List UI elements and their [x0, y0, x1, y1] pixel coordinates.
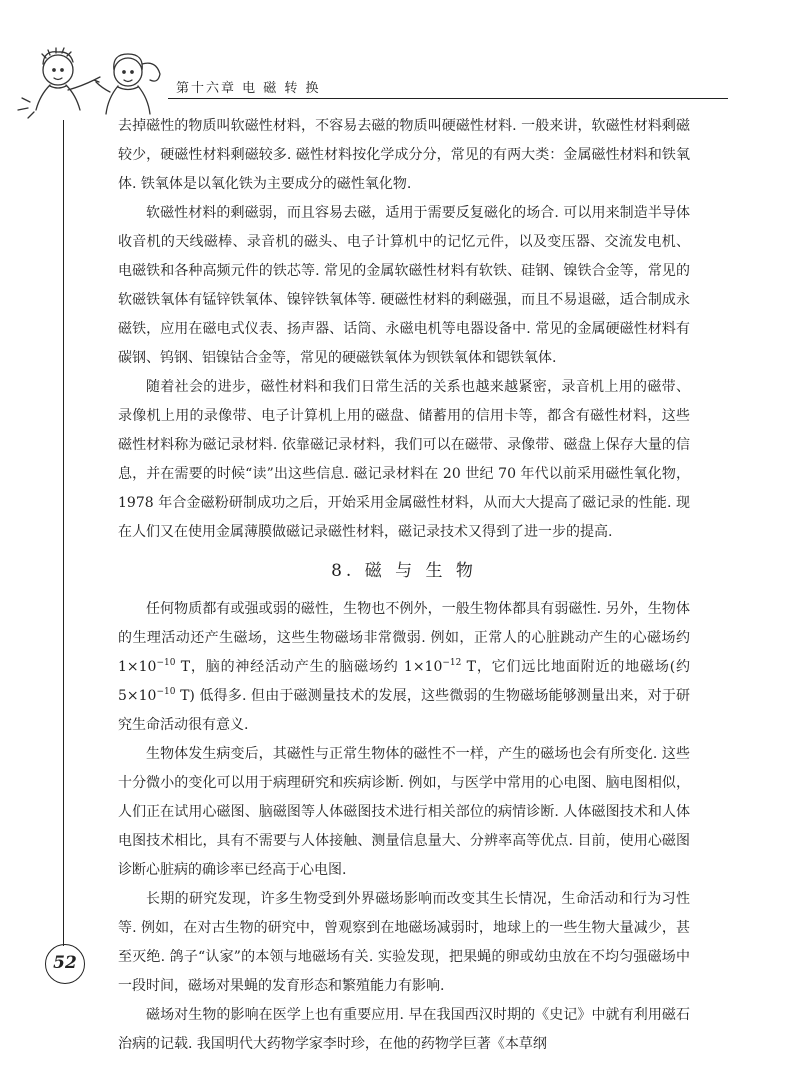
- page-number: 52: [53, 953, 77, 973]
- paragraph-2: 软磁性材料的剩磁弱，而且容易去磁，适用于需要反复磁化的场合. 可以用来制造半导体收音机的天线磁棒、录音机的磁头、电子计算机中的记忆元件，以及变压器、交流发电机、电磁铁和各种高频元件的铁芯等. 常见的金属软磁性材料有软铁、硅钢、镍铁合金等，常见的软磁铁氧体有锰锌铁氧体、镍锌铁氧体等. 硬磁性材料的剩磁强，而且不易退磁，适合制成永磁铁，应用在磁电式仪表、扬声器、话筒、永磁电机等电器设备中. 常见的金属硬磁性材料有碳钢、钨钢、铝镍钴合金等，常见的硬磁铁氧体为钡铁氧体和锶铁氧体.: [118, 205, 690, 366]
- children-illustration: [10, 40, 170, 120]
- exponent-1: −10: [156, 658, 176, 668]
- paragraph-6: 长期的研究发现，许多生物受到外界磁场影响而改变其生长情况，生命活动和行为习性等. 例如，在对古生物的研究中，曾观察到在地磁场减弱时，地球上的一些生物大量减少，甚至灭绝. 鸽子“认家”的本领与地磁场有关. 实验发现，把果蝇的卵或幼虫放在不均匀强磁场中一段时间，磁场对果蝇的发育形态和繁殖能力有影响.: [118, 891, 690, 994]
- paragraph-1: 去掉磁性的物质叫软磁性材料，不容易去磁的物质叫硬磁性材料. 一般来讲，软磁性材料剩磁较少，硬磁性材料剩磁较多. 磁性材料按化学成分分，常见的有两大类：金属磁性材料和铁氧体. 铁氧体是以氧化铁为主要成分的磁性氧化物.: [118, 118, 690, 192]
- exponent-3: −10: [156, 687, 176, 697]
- section-title: 8. 磁 与 生 物: [331, 561, 477, 581]
- chapter-header: 第十六章 电 磁 转 换: [176, 81, 321, 96]
- page-body: [118, 112, 690, 1059]
- paragraph-4-part-b: T，脑的神经活动产生的脑磁场约 1×10: [175, 659, 443, 675]
- paragraph-4: [118, 595, 690, 740]
- paragraph-4-part-c: T，它们远比地面附近的地磁场(约 5×10: [118, 659, 690, 704]
- header-rule: [168, 98, 728, 99]
- paragraph-5: 生物体发生病变后，其磁性与正常生物体的磁性不一样，产生的磁场也会有所变化. 这些十分微小的变化可以用于病理研究和疾病诊断. 例如，与医学中常用的心电图、脑电图相似，人们正在试用心磁图、脑磁图等人体磁图技术进行相关部位的病情诊断. 人体磁图技术和人体电图技术相比，具有不需要与人体接触、测量信息量大、分辨率高等优点. 目前，使用心磁图诊断心脏病的确诊率已经高于心电图.: [118, 746, 690, 878]
- paragraph-4-part-d: T) 低得多. 但由于磁测量技术的发展，这些微弱的生物磁场能够测量出来，对于研究生命活动很有意义.: [118, 688, 690, 733]
- exponent-2: −12: [442, 658, 462, 668]
- margin-rule: [63, 120, 64, 946]
- paragraph-3: 随着社会的进步，磁性材料和我们日常生活的关系也越来越紧密，录音机上用的磁带、录像机上用的录像带、电子计算机上用的磁盘、储蓄用的信用卡等，都含有磁性材料，这些磁性材料称为磁记录材料. 依靠磁记录材料，我们可以在磁带、录像带、磁盘上保存大量的信息，并在需要的时候“读”出这些信息. 磁记录材料在 20 世纪 70 年代以前采用磁性氧化物，1978 年合金磁粉研制成功之后，开始采用金属磁性材料，从而大大提高了磁记录的性能. 现在人们又在使用金属薄膜做磁记录磁性材料，磁记录技术又得到了进一步的提高.: [118, 379, 690, 540]
- paragraph-7: 磁场对生物的影响在医学上也有重要应用. 早在我国西汉时期的《史记》中就有利用磁石治病的记载. 我国明代大药物学家李时珍，在他的药物学巨著《本草纲: [118, 1007, 690, 1052]
- paragraph-4-part-a: 任何物质都有或强或弱的磁性，生物也不例外，一般生物体都具有弱磁性. 另外，生物体的生理活动还产生磁场，这些生物磁场非常微弱. 例如，正常人的心脏跳动产生的心磁场约 1×10: [118, 601, 690, 675]
